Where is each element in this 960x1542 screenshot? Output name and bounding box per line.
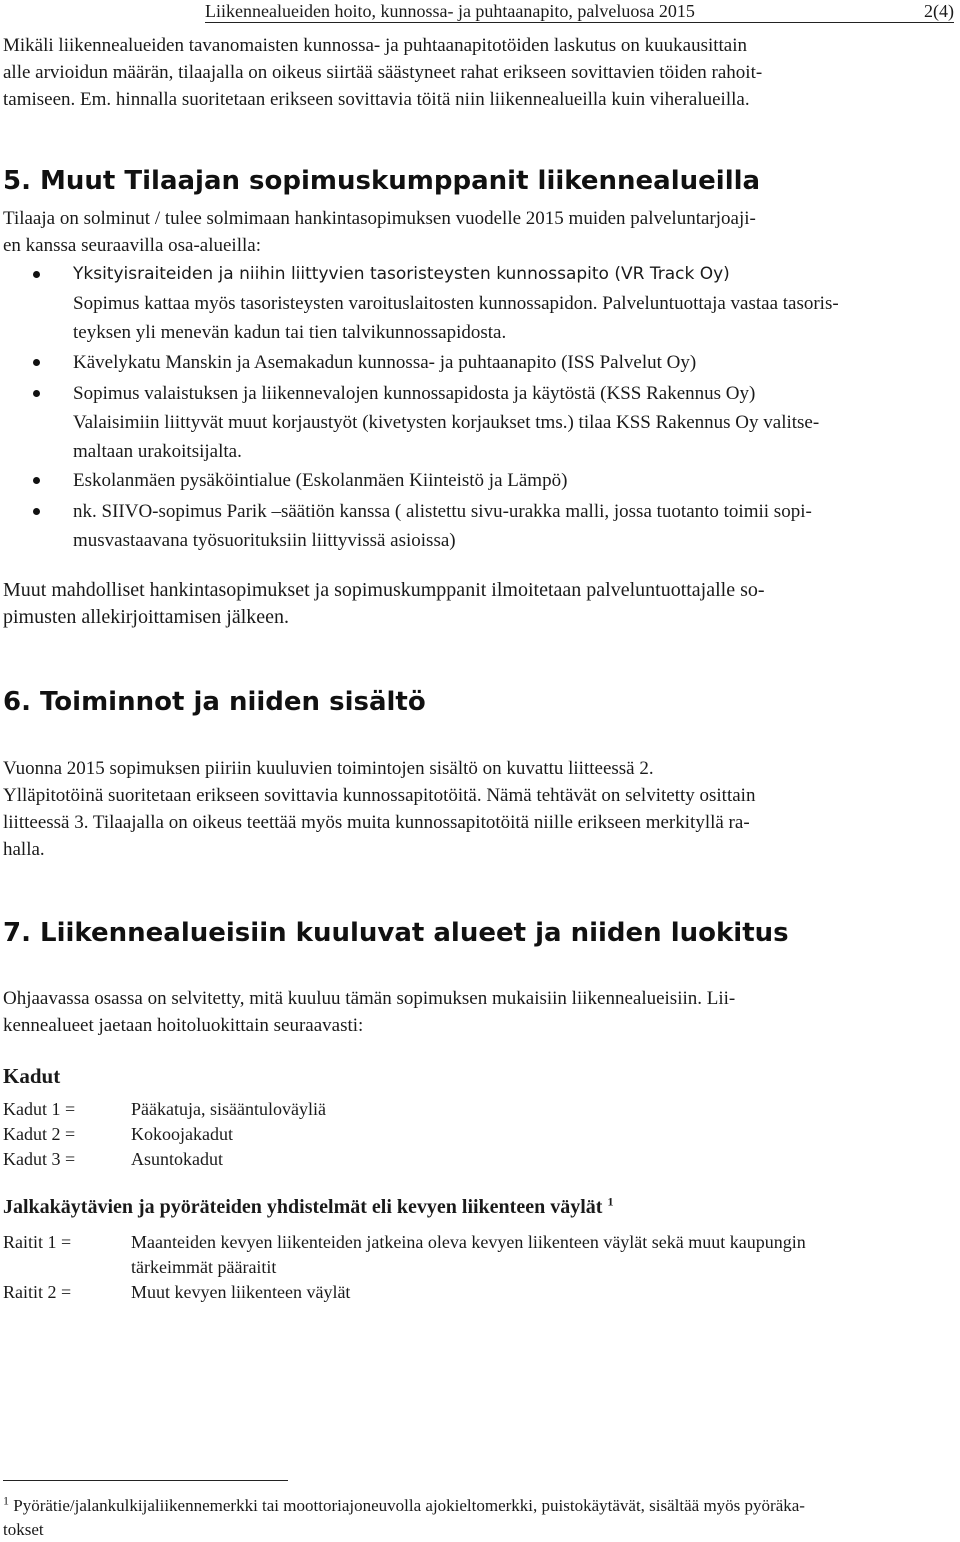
class-key: Raitit 1 = bbox=[3, 1232, 72, 1252]
text-line bbox=[3, 1494, 948, 1518]
class-value: Pääkatuja, sisääntuloväyliä bbox=[131, 1099, 326, 1119]
class-value bbox=[131, 1280, 951, 1305]
section-5-closing bbox=[3, 577, 948, 631]
list-item bbox=[73, 379, 948, 466]
class-key: Kadut 3 = bbox=[3, 1149, 76, 1169]
text-line: nk. SIIVO-sopimus Parik –säätiön kanssa ( alistettu sivu-urakka malli, jossa tuotanto toimii sopi- bbox=[73, 501, 812, 522]
footnote-reference[interactable]: 1 bbox=[607, 1194, 614, 1209]
footnote-number: 1 bbox=[3, 1493, 9, 1508]
class-value bbox=[131, 1230, 951, 1280]
footnote-separator bbox=[3, 1480, 288, 1481]
text-line: maltaan urakoitsijalta. bbox=[73, 441, 242, 462]
class-key: Kadut 2 = bbox=[3, 1124, 76, 1144]
text-line: alle arvioidun määrän, tilaajalla on oikeus siirtää säästyneet rahat erikseen sovittavien töiden rahoit- bbox=[3, 62, 763, 83]
text-line: pimusten allekirjoittamisen jälkeen. bbox=[3, 606, 290, 628]
list-item bbox=[73, 348, 948, 377]
section-7-paragraph bbox=[3, 985, 948, 1039]
list-item bbox=[73, 466, 948, 495]
list-item bbox=[73, 497, 948, 555]
text-line: liitteessä 3. Tilaajalla on oikeus teettää myös muita kunnossapitotöitä niille erikseen merkityllä ra- bbox=[3, 812, 750, 833]
text-line: tamiseen. Em. hinnalla suoritetaan erikseen sovittavia töitä niin liikennealueilla kuin viheralueilla. bbox=[3, 89, 750, 110]
text-line: Ohjaavassa osassa on selvitetty, mitä kuuluu tämän sopimuksen mukaisiin liikennealueisiin. Lii- bbox=[3, 988, 736, 1009]
page-header bbox=[205, 0, 954, 23]
class-key: Raitit 2 = bbox=[3, 1282, 72, 1302]
text-line: Maanteiden kevyen liikenteiden jatkeina oleva kevyen liikenteen väylät sekä muut kaupungin bbox=[131, 1232, 806, 1252]
paths-subheading-text: Jalkakäytävien ja pyöräteiden yhdistelmät eli kevyen liikenteen väylät bbox=[3, 1196, 603, 1218]
bullet-icon bbox=[33, 359, 40, 366]
section-5-heading: 5. Muut Tilaajan sopimuskumppanit liikennealueilla bbox=[3, 166, 761, 196]
class-value: Kokoojakadut bbox=[131, 1124, 233, 1144]
header-title: Liikennealueiden hoito, kunnossa- ja puhtaanapito, palveluosa 2015 bbox=[205, 1, 695, 21]
section-5-intro bbox=[3, 205, 948, 259]
bullet-icon bbox=[33, 390, 40, 397]
text-line: kennealueet jaetaan hoitoluokittain seuraavasti: bbox=[3, 1015, 364, 1036]
text-line: Mikäli liikennealueiden tavanomaisten kunnossa- ja puhtaanapitotöiden laskutus on kuukausittain bbox=[3, 35, 748, 56]
text-line: Vuonna 2015 sopimuksen piiriin kuuluvien toimintojen sisältö on kuvattu liitteessä 2. bbox=[3, 758, 654, 779]
section-6-paragraph bbox=[3, 755, 948, 863]
page-number: 2(4) bbox=[924, 1, 954, 21]
class-value: Asuntokadut bbox=[131, 1149, 223, 1169]
text-line: Valaisimiin liittyvät muut korjaustyöt (kivetysten korjaukset tms.) tilaa KSS Rakennus Oy valitse- bbox=[73, 412, 820, 433]
intro-paragraph bbox=[3, 32, 948, 113]
text-line: en kanssa seuraavilla osa-alueilla: bbox=[3, 235, 261, 256]
text-line: Sopimus kattaa myös tasoristeysten varoituslaitosten kunnossapidon. Palveluntuottaja vastaa tasoris- bbox=[73, 293, 839, 314]
footnote-text: Pyörätie/jalankulkijaliikennemerkki tai moottoriajoneuvolla ajokieltomerkki, puistokäytävät, sisältää myös pyöräka- bbox=[13, 1496, 805, 1515]
bullet-icon bbox=[33, 477, 40, 484]
list-item bbox=[73, 260, 948, 347]
text-line: Yksityisraiteiden ja niihin liittyvien tasoristeysten kunnossapito (VR Track Oy) bbox=[73, 264, 730, 284]
section-6-heading: 6. Toiminnot ja niiden sisältö bbox=[3, 687, 426, 717]
text-line: halla. bbox=[3, 839, 45, 860]
footnote bbox=[3, 1494, 948, 1542]
text-line: Eskolanmäen pysäköintialue (Eskolanmäen Kiinteistö ja Lämpö) bbox=[73, 470, 568, 491]
section-7-heading: 7. Liikennealueisiin kuuluvat alueet ja niiden luokitus bbox=[3, 918, 789, 948]
paths-subheading bbox=[3, 1196, 613, 1219]
text-line: tärkeimmät pääraitit bbox=[131, 1257, 277, 1277]
streets-subheading: Kadut bbox=[3, 1064, 61, 1088]
text-line: musvastaavana työsuorituksiin liittyvissä asioissa) bbox=[73, 530, 456, 551]
class-key: Kadut 1 = bbox=[3, 1099, 76, 1119]
text-line: Muut mahdolliset hankintasopimukset ja sopimuskumppanit ilmoitetaan palveluntuottajalle so- bbox=[3, 579, 765, 601]
text-line: Ylläpitotöinä suoritetaan erikseen sovittavia kunnossapitotöitä. Nämä tehtävät on selvitetty osittain bbox=[3, 785, 756, 806]
bullet-icon bbox=[33, 271, 40, 278]
text-line: teyksen yli menevän kadun tai tien talvikunnossapidosta. bbox=[73, 322, 507, 343]
text-line: tokset bbox=[3, 1520, 44, 1539]
text-line: Muut kevyen liikenteen väylät bbox=[131, 1282, 351, 1302]
text-line: Sopimus valaistuksen ja liikennevalojen kunnossapidosta ja käytöstä (KSS Rakennus Oy) bbox=[73, 383, 756, 404]
bullet-icon bbox=[33, 508, 40, 515]
text-line: Kävelykatu Manskin ja Asemakadun kunnossa- ja puhtaanapito (ISS Palvelut Oy) bbox=[73, 352, 697, 373]
text-line: Tilaaja on solminut / tulee solmimaan hankintasopimuksen vuodelle 2015 muiden palveluntarjoaji- bbox=[3, 208, 756, 229]
